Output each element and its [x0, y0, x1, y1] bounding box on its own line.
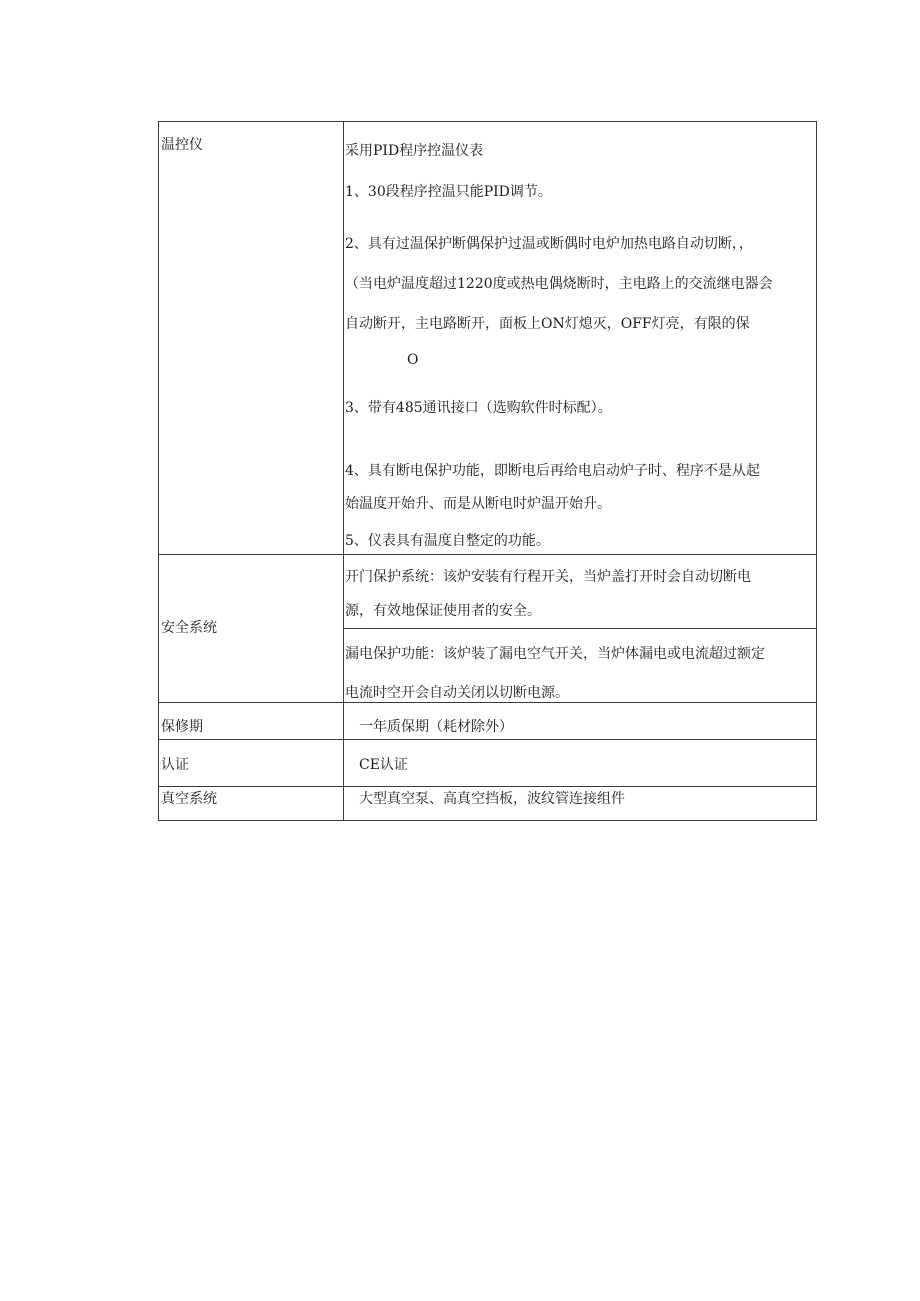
vacuum-value: 大型真空泵、高真空挡板，波纹管连接组件	[359, 791, 625, 807]
temp-controller-line: O	[407, 352, 419, 368]
temp-controller-line: 4、具有断电保护功能，即断电后再给电启动炉子时、程序不是从起	[345, 463, 760, 479]
row-label-safety: 安全系统	[161, 620, 217, 636]
leak-protection-line: 漏电保护功能：该炉装了漏电空气开关，当炉体漏电或电流超过额定	[345, 646, 765, 662]
temp-controller-line: 自动断开，主电路断开，面板上ON灯熄灭，OFF灯亮，有限的保	[345, 316, 750, 332]
leak-protection-line: 电流时空开会自动关闭以切断电源。	[345, 685, 569, 701]
temp-controller-line: 1、30段程序控温只能PID调节。	[345, 184, 552, 200]
temp-controller-line: 3、带有485通讯接口（选购软件时标配）。	[345, 400, 612, 416]
row-label-certification: 认证	[161, 757, 189, 773]
warranty-value: 一年质保期（耗材除外）	[359, 719, 513, 735]
column-divider	[343, 122, 344, 820]
row-label-warranty: 保修期	[161, 719, 203, 735]
spec-table	[158, 121, 817, 821]
row-divider	[159, 739, 816, 740]
door-protection-line: 开门保护系统：该炉安装有行程开关，当炉盖打开时会自动切断电	[345, 569, 751, 585]
row-divider	[159, 554, 816, 555]
temp-controller-line: 5、仪表具有温度自整定的功能。	[345, 533, 550, 549]
temp-controller-line: 采用PID程序控温仪表	[345, 143, 484, 159]
row-label-vacuum: 真空系统	[161, 791, 217, 807]
door-protection-line: 源，有效地保证使用者的安全。	[345, 603, 541, 619]
temp-controller-line: 始温度开始升、而是从断电时炉温开始升。	[345, 496, 611, 512]
certification-value: CE认证	[359, 757, 408, 773]
row-divider	[343, 628, 816, 629]
row-divider	[159, 702, 816, 703]
row-divider	[159, 786, 816, 787]
temp-controller-line: 2、具有过温保护断偶保护过温或断偶时电炉加热电路自动切断，，	[345, 236, 753, 252]
row-label-temp-controller: 温控仪	[161, 137, 203, 153]
temp-controller-line: （当电炉温度超过1220度或热电偶烧断时，主电路上的交流继电器会	[345, 276, 773, 292]
